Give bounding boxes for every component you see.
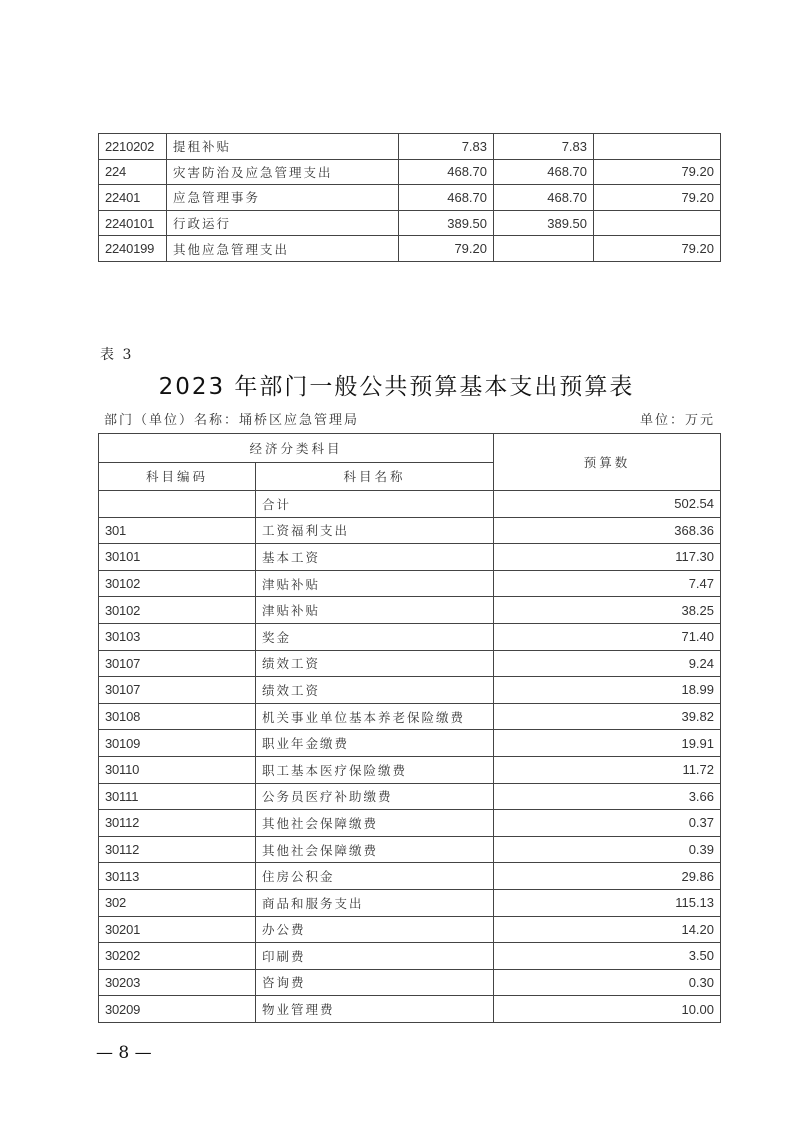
table-row xyxy=(99,570,721,597)
subject-code: 30108 xyxy=(99,703,256,730)
budget-amount: 0.39 xyxy=(494,836,721,863)
amount-project: 79.20 xyxy=(594,185,721,211)
amount-total: 468.70 xyxy=(399,185,494,211)
amount-project xyxy=(594,210,721,236)
subject-code: 30107 xyxy=(99,650,256,677)
subject-code: 30201 xyxy=(99,916,256,943)
subject-name: 其他社会保障缴费 xyxy=(256,810,494,837)
table-row xyxy=(99,210,721,236)
department-name: 部门（单位）名称：埇桥区应急管理局 xyxy=(104,413,360,428)
subject-code xyxy=(99,491,256,518)
table-row xyxy=(99,756,721,783)
budget-amount: 11.72 xyxy=(494,756,721,783)
subject-code: 30113 xyxy=(99,863,256,890)
subject-name: 咨询费 xyxy=(256,969,494,996)
subject-code: 2210202 xyxy=(99,134,167,160)
header-row-1 xyxy=(99,434,721,463)
subject-name: 奖金 xyxy=(256,623,494,650)
unit-label: 单位：万元 xyxy=(639,413,715,428)
subject-name: 其他社会保障缴费 xyxy=(256,836,494,863)
subject-name: 基本工资 xyxy=(256,544,494,571)
table-row xyxy=(99,650,721,677)
subject-name: 绩效工资 xyxy=(256,650,494,677)
budget-amount: 10.00 xyxy=(494,996,721,1023)
subject-code: 30202 xyxy=(99,943,256,970)
subject-code: 30109 xyxy=(99,730,256,757)
table-row xyxy=(99,159,721,185)
table-row xyxy=(99,134,721,160)
table-row xyxy=(99,889,721,916)
table-row xyxy=(99,703,721,730)
subject-name: 职工基本医疗保险缴费 xyxy=(256,756,494,783)
table-row xyxy=(99,677,721,704)
amount-project: 79.20 xyxy=(594,159,721,185)
header-economic-classification: 经济分类科目 xyxy=(99,434,494,463)
subject-name: 印刷费 xyxy=(256,943,494,970)
subject-name: 公务员医疗补助缴费 xyxy=(256,783,494,810)
subject-name: 物业管理费 xyxy=(256,996,494,1023)
budget-amount: 18.99 xyxy=(494,677,721,704)
subject-name: 应急管理事务 xyxy=(167,185,399,211)
subject-code: 2240101 xyxy=(99,210,167,236)
subject-name: 津贴补贴 xyxy=(256,597,494,624)
budget-amount: 117.30 xyxy=(494,544,721,571)
subject-name: 绩效工资 xyxy=(256,677,494,704)
page-number: — 8 — xyxy=(96,1043,152,1063)
budget-amount: 14.20 xyxy=(494,916,721,943)
amount-basic xyxy=(494,236,594,262)
subject-name: 机关事业单位基本养老保险缴费 xyxy=(256,703,494,730)
subject-code: 30102 xyxy=(99,597,256,624)
subject-name: 其他应急管理支出 xyxy=(167,236,399,262)
subject-name: 行政运行 xyxy=(167,210,399,236)
subject-code: 30112 xyxy=(99,810,256,837)
table-row xyxy=(99,544,721,571)
table-row xyxy=(99,996,721,1023)
header-budget-amount: 预算数 xyxy=(494,434,721,491)
amount-project xyxy=(594,134,721,160)
table-row xyxy=(99,810,721,837)
table-row xyxy=(99,836,721,863)
table-row xyxy=(99,916,721,943)
amount-basic: 468.70 xyxy=(494,185,594,211)
table-row xyxy=(99,943,721,970)
amount-total: 79.20 xyxy=(399,236,494,262)
budget-amount: 0.30 xyxy=(494,969,721,996)
budget-amount: 3.50 xyxy=(494,943,721,970)
subject-name: 工资福利支出 xyxy=(256,517,494,544)
subject-code: 30103 xyxy=(99,623,256,650)
amount-basic: 7.83 xyxy=(494,134,594,160)
amount-total: 389.50 xyxy=(399,210,494,236)
budget-amount: 38.25 xyxy=(494,597,721,624)
table-row xyxy=(99,783,721,810)
table-row xyxy=(99,863,721,890)
subject-code: 30107 xyxy=(99,677,256,704)
amount-total: 7.83 xyxy=(399,134,494,160)
subject-code: 301 xyxy=(99,517,256,544)
amount-project: 79.20 xyxy=(594,236,721,262)
budget-amount: 7.47 xyxy=(494,570,721,597)
table-row xyxy=(99,597,721,624)
table-row xyxy=(99,491,721,518)
subject-code: 30203 xyxy=(99,969,256,996)
subject-code: 22401 xyxy=(99,185,167,211)
subject-code: 30112 xyxy=(99,836,256,863)
table-row xyxy=(99,517,721,544)
table-label: 表 3 xyxy=(100,347,134,363)
subject-code: 302 xyxy=(99,889,256,916)
subject-name: 住房公积金 xyxy=(256,863,494,890)
amount-basic: 468.70 xyxy=(494,159,594,185)
table-row xyxy=(99,969,721,996)
budget-amount: 0.37 xyxy=(494,810,721,837)
table-row xyxy=(99,236,721,262)
header-subject-name: 科目名称 xyxy=(256,462,494,491)
budget-amount: 39.82 xyxy=(494,703,721,730)
subject-code: 30101 xyxy=(99,544,256,571)
subject-name: 商品和服务支出 xyxy=(256,889,494,916)
header-subject-code: 科目编码 xyxy=(99,462,256,491)
amount-total: 468.70 xyxy=(399,159,494,185)
amount-basic: 389.50 xyxy=(494,210,594,236)
subject-code: 2240199 xyxy=(99,236,167,262)
table-row xyxy=(99,185,721,211)
subject-code: 30209 xyxy=(99,996,256,1023)
table-continued-functional-expenditure xyxy=(98,133,721,262)
table-row xyxy=(99,730,721,757)
subject-name: 职业年金缴费 xyxy=(256,730,494,757)
budget-amount: 71.40 xyxy=(494,623,721,650)
subject-name: 灾害防治及应急管理支出 xyxy=(167,159,399,185)
budget-amount: 3.66 xyxy=(494,783,721,810)
subject-name: 合计 xyxy=(256,491,494,518)
table-row xyxy=(99,623,721,650)
budget-amount: 29.86 xyxy=(494,863,721,890)
budget-amount: 368.36 xyxy=(494,517,721,544)
subject-name: 提租补贴 xyxy=(167,134,399,160)
subject-code: 224 xyxy=(99,159,167,185)
budget-amount: 9.24 xyxy=(494,650,721,677)
subject-code: 30102 xyxy=(99,570,256,597)
table-title: 2023 年部门一般公共预算基本支出预算表 xyxy=(158,374,635,400)
budget-amount: 502.54 xyxy=(494,491,721,518)
subject-code: 30110 xyxy=(99,756,256,783)
basic-expenditure-budget-table xyxy=(98,433,721,1023)
budget-amount: 19.91 xyxy=(494,730,721,757)
subject-name: 办公费 xyxy=(256,916,494,943)
subject-code: 30111 xyxy=(99,783,256,810)
budget-amount: 115.13 xyxy=(494,889,721,916)
subject-name: 津贴补贴 xyxy=(256,570,494,597)
